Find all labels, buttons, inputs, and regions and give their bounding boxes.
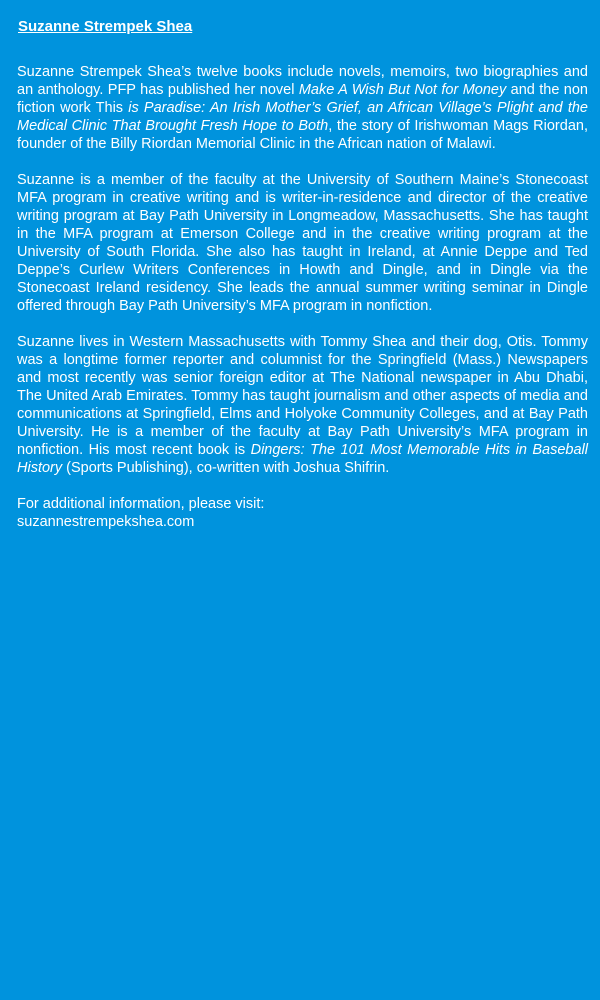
contact-info	[17, 495, 588, 531]
bio-text: (Sports Publishing), co-written with Joshua Shifrin.	[62, 460, 390, 476]
book-title-dingers: Dingers: The 101 Most Memorable Hits in Baseball History	[17, 442, 588, 476]
book-title-this-is-paradise: is Paradise: An Irish Mother’s Grief, an African Village’s Plight and the Medical Clinic That Brought Fresh Hope to Both	[17, 100, 588, 134]
book-title-make-a-wish: Make A Wish But Not for Money	[298, 82, 507, 98]
bio-paragraph-books	[17, 63, 588, 153]
bio-text: and the non fiction work This	[17, 82, 588, 116]
contact-label: For additional information, please visit:	[17, 496, 265, 512]
bio-text: Suzanne lives in Western Massachusetts with Tommy Shea and their dog, Otis. Tommy was a longtime former reporter and columnist for the Springfield (Mass.) Newspapers and most recently was senior foreign editor at The National newspaper in Abu Dhabi, The United Arab Emirates. Tommy has taught journalism and other aspects of media and communications at Springfield, Elms and Holyoke Community Colleges, and at Bay Path University. He is a member of the faculty at Bay Path University’s MFA program in nonfiction. His most recent book is	[17, 334, 588, 458]
bio-text: Suzanne Strempek Shea’s twelve books include novels, memoirs, two biographies and an anthology. PFP has published her novel	[17, 64, 588, 98]
bio-paragraph-family	[17, 333, 588, 477]
bio-paragraph-teaching: Suzanne is a member of the faculty at the University of Southern Maine’s Stonecoast MFA program in creative writing and is writer-in-residence and director of the creative writing program at Bay Path University in Longmeadow, Massachusetts. She has taught in the MFA program at Emerson College and in the creative writing program at the University of South Florida. She also has taught in Ireland, at Annie Deppe and Ted Deppe’s Curlew Writers Conferences in Howth and Dingle, and in Dingle via the Stonecoast Ireland residency. She leads the annual summer writing seminar in Dingle offered through Bay Path University’s MFA program in nonfiction.	[17, 172, 588, 314]
bio-text: , the story of Irishwoman Mags Riordan, founder of the Billy Riordan Memorial Clinic in the African nation of Malawi.	[17, 118, 588, 152]
website-link[interactable]: suzannestrempekshea.com	[17, 514, 195, 530]
author-name-link[interactable]: Suzanne Strempek Shea	[18, 18, 193, 35]
